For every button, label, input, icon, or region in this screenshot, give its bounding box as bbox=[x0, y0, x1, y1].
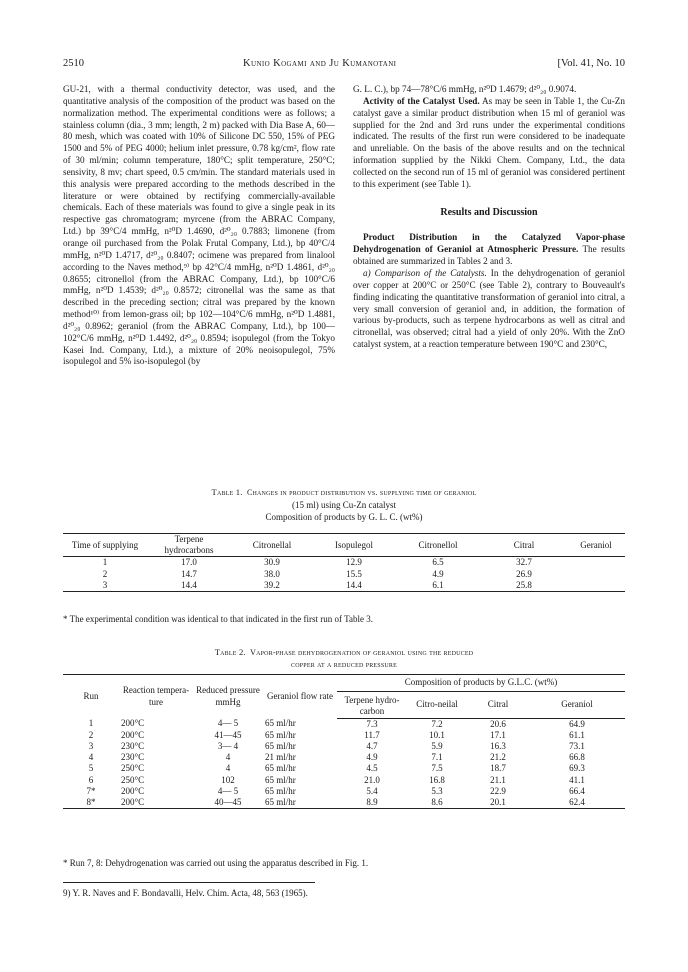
table2-caption bbox=[63, 646, 625, 671]
table-row: 1 17.0 30.9 12.9 6.5 32.7 bbox=[102, 557, 532, 568]
table2-title: Vapor-phase dehydrogenation of geraniol using the reduced bbox=[250, 648, 474, 657]
journal-volume: [Vol. 41, No. 10 bbox=[557, 58, 625, 69]
footnote: 9) Y. R. Naves and F. Bondavalli, Helv. Chim. Acta, 48, 563 (1965). bbox=[63, 888, 308, 898]
table-header-cell: Composition of products by G.L.C. (wt%) bbox=[337, 675, 625, 692]
table2 bbox=[63, 674, 625, 809]
run-in-heading: Activity of the Catalyst Used. bbox=[363, 95, 480, 106]
table-header-cell: Geraniol bbox=[529, 692, 625, 718]
table-header-cell: Citral bbox=[481, 534, 567, 557]
table-header-cell: Isopulegol bbox=[313, 534, 395, 557]
paragraph: Activity of the Catalyst Used. As may be seen in Table 1, the Cu-Zn catalyst gave a similar product distribution when 15 ml of geraniol was supplied for the 2nd and 3rd runs under the experimental conditions indicated. The results of the first run were considered to be inadequate and unreliable. On the basis of the above results and on the technical information supplied by the Nikki Chem. Company, Ltd., the data collected on the second run of 15 ml of geraniol was considered pertinent to this experiment (see Table 1). bbox=[353, 95, 625, 189]
table-header-cell: Geraniol bbox=[567, 534, 625, 557]
table-header-cell: Reaction tempera-ture bbox=[119, 675, 193, 719]
paragraph: Product Distribution in the Catalyzed Vapor-phase Dehydrogenation of Geraniol at Atmospheric Pressure. The results obtained are summarized in Tables 2 and 3. bbox=[353, 232, 625, 267]
authors: Kunio Kogami and Ju Kumanotani bbox=[243, 58, 397, 69]
table-header-cell: Terpene hydrocarbons bbox=[147, 534, 231, 557]
paragraph: a) Comparison of the Catalysts. In the dehydrogenation of geraniol over copper at 200°C or 250°C (see Table 2), contrary to Bouveault's finding indicating the quantitative transformation of geraniol into citral, a very small conversion of geraniol and, in addition, the formation of various by-products, such as terpene hydrocarbons as well as citral and citronellal, was observed; citral had a yield of only 20%. With the ZnO catalyst system, at a reaction temperature between 190°C and 230°C, bbox=[353, 267, 625, 350]
table1-note: * The experimental condition was identical to that indicated in the first run of Table 3. bbox=[63, 614, 373, 624]
table1-subtitle: Composition of products by G. L. C. (wt%) bbox=[265, 512, 423, 522]
table-header-cell: Run bbox=[63, 675, 119, 719]
table1-subtitle: (15 ml) using Cu-Zn catalyst bbox=[292, 500, 396, 510]
table-header-cell: Citronellol bbox=[395, 534, 481, 557]
table-row: 4 230°C 4 21 ml/hr 4.9 7.1 21.2 66.8 bbox=[88, 752, 585, 763]
table-header-cell: Citro-neilal bbox=[407, 692, 467, 718]
table-row: 7* 200°C 4— 5 65 ml/hr 5.4 5.3 22.9 66.4 bbox=[86, 785, 585, 796]
section-title: Results and Discussion bbox=[440, 206, 538, 218]
table2-label: Table 2. bbox=[214, 647, 246, 657]
running-header bbox=[63, 58, 625, 72]
table-row: 3 14.4 39.2 14.4 6.1 25.8 bbox=[63, 580, 625, 592]
footnote-rule bbox=[63, 882, 315, 883]
page-number: 2510 bbox=[63, 58, 84, 69]
table-header-cell: Reduced pressure mmHg bbox=[193, 675, 263, 719]
table-row: 2 200°C 41—45 65 ml/hr 11.7 10.1 17.1 61.1 bbox=[88, 729, 585, 740]
run-in-heading: Product Distribution in the Catalyzed Vapor-phase Dehydrogenation of Geraniol at Atmospheric Pressure. bbox=[353, 232, 625, 255]
table-row: 2 14.7 38.0 15.5 4.9 26.9 bbox=[102, 568, 532, 579]
table-row: 3 230°C 3— 4 65 ml/hr 4.7 5.9 16.3 73.1 bbox=[88, 741, 585, 752]
table-row: 6 250°C 102 65 ml/hr 21.0 16.8 21.1 41.1 bbox=[88, 774, 585, 785]
table1 bbox=[63, 533, 625, 592]
right-column bbox=[353, 84, 625, 351]
table-header-cell: Citronellal bbox=[231, 534, 313, 557]
table2-title: copper at a reduced pressure bbox=[291, 660, 397, 669]
table-header-cell: Time of supplying bbox=[63, 534, 147, 557]
table-row: 1 200°C 4— 5 65 ml/hr 7.3 7.2 20.6 64.9 bbox=[88, 718, 585, 729]
table1-caption bbox=[63, 486, 625, 523]
table-header-row bbox=[63, 675, 625, 692]
left-column bbox=[63, 84, 335, 368]
paragraph: G. L. C.), bp 74—78°C/6 mmHg, n²⁰D 1.4679; d²⁰₂₀ 0.9074. bbox=[353, 84, 577, 94]
table-row: 5 250°C 4 65 ml/hr 4.5 7.5 18.7 69.3 bbox=[88, 763, 585, 774]
table-header-cell: Terpene hydro-carbon bbox=[337, 692, 407, 718]
paragraph: GU-21, with a thermal conductivity detector, was used, and the quantitative analysis of the composition of the product was based on the normalization method. The experimental conditions were as follows; a stainless column (dia., 3 mm; length, 2 m) packed with Dia Base A, 60—80 mesh, which was coated with 10% of Silicone DC 550, 15% of PEG 1500 and 5% of PEG 4000; helium inlet pressure, 0.78 kg/cm², flow rate of 30 ml/min; column temperature, 180°C; split temperature, 250°C; sensivity, 8 mv; chart speed, 0.5 cm/min. The standard materials used in this analysis were prepared according to the methods described in the literature or were obtained by rectifying commercially-available chemicals. Each of these materials was found to give a single peak in its respective gas chromatogram; myrcene (from the ABRAC Company, Ltd.) bp 39°C/4 mmHg, n²⁰D 1.4690, d²⁰₂₀ 0.7883; limonene (from orange oil purchased from the Polak Frutal Company, Ltd.), bp 40°C/4 mmHg, n²⁰D 1.4717, d²⁰₂₀ 0.8407; ocimene was prepared from linalool according to the Naves method,⁹⁾ bp 42°C/4 mmHg, n²⁰D 1.4861, d²⁰₂₀ 0.8655; citronellol (from the ABRAC Company, Ltd.), bp 100°C/6 mmHg, n²⁰D 1.4539; d²⁰₂₀ 0.8572; citronellal was the same as that described in the preceding section; citral was prepared by the known method¹⁰⁾ from lemon-grass oil; bp 102—104°C/6 mmHg, n²⁰D 1.4881, d²⁰₂₀ 0.8962; geraniol (from the ABRAC Company, Ltd.), bp 100—102°C/6 mmHg, n²⁰D 1.4492, d²⁰₂₀ 0.8594; isopulegol (from the Tokyo Kasei Ind. Company, Ltd.), a mixture of 20% neoisopulegol, 75% isopulegol and 5% iso-isopulegol (by bbox=[63, 84, 335, 367]
table2-note: * Run 7, 8: Dehydrogenation was carried out using the apparatus described in Fig. 1. bbox=[63, 858, 369, 868]
table-header-cell: Citral bbox=[467, 692, 529, 718]
table-row: 8* 200°C 40—45 65 ml/hr 8.9 8.6 20.1 62.4 bbox=[63, 797, 625, 809]
table-header-cell: Geraniol flow rate bbox=[263, 675, 337, 719]
table1-title: Changes in product distribution vs. supplying time of geraniol bbox=[246, 488, 477, 497]
table1-label: Table 1. bbox=[211, 487, 243, 497]
run-in-heading: a) Comparison of the Catalysts. bbox=[363, 267, 487, 278]
table-header-row bbox=[63, 534, 625, 557]
